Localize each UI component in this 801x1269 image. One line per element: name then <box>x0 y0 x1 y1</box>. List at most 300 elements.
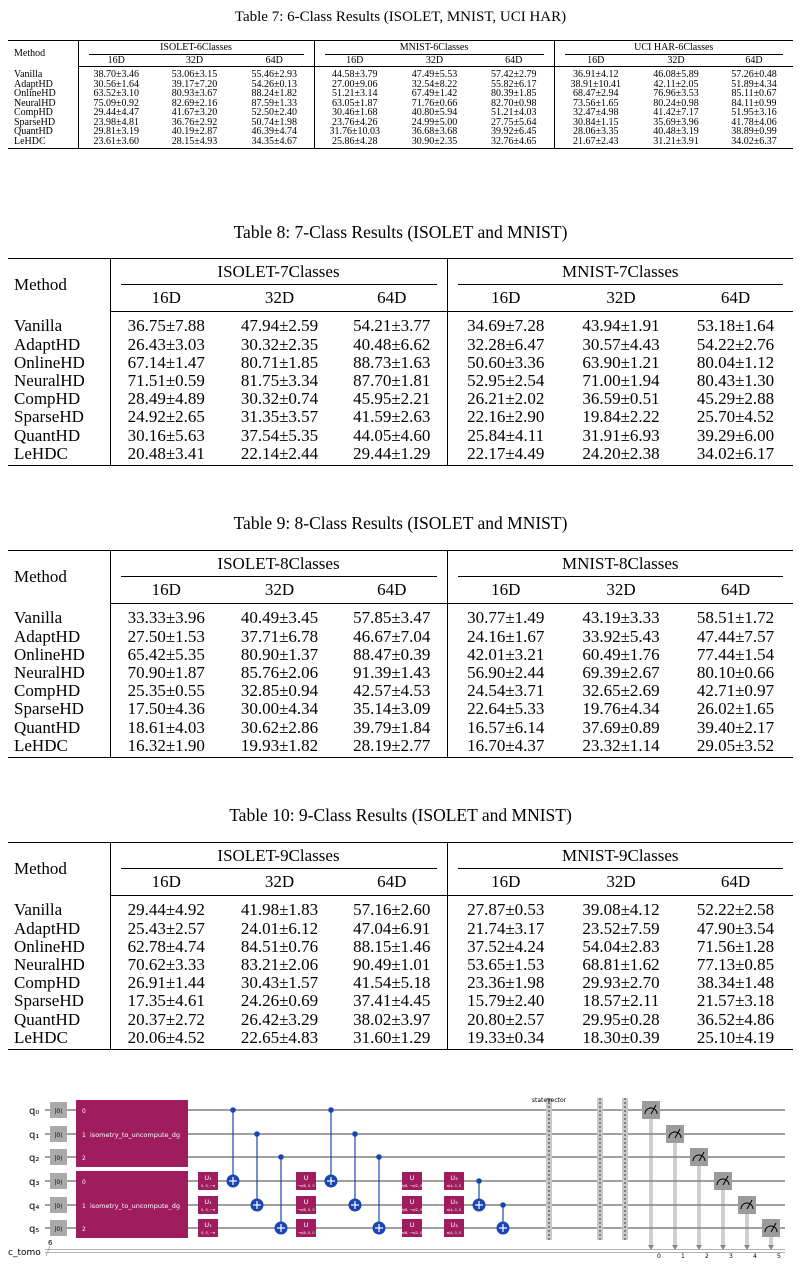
method-name: AdaptHD <box>8 920 110 938</box>
result-cell: 50.74±1.98 <box>235 118 314 128</box>
result-cell: 25.70±4.52 <box>696 407 775 427</box>
result-cell: 77.13±0.85 <box>696 955 775 975</box>
result-cell: 25.10±4.19 <box>678 1029 793 1050</box>
result-cell: 15.79±2.40 <box>467 991 545 1011</box>
measurement-gate <box>642 1101 660 1119</box>
result-cell: 24.20±2.38 <box>564 445 678 466</box>
reset-gate-label: |0⟩ <box>54 1132 63 1139</box>
result-cell: 30.57±4.43 <box>582 334 660 354</box>
result-cell: 40.48±6.62 <box>337 336 447 354</box>
table-row <box>8 390 793 408</box>
column-header: 32D <box>637 55 715 67</box>
table-row <box>8 956 793 974</box>
result-cell: 29.44±4.47 <box>93 107 139 118</box>
result-cell: 21.67±2.43 <box>554 137 637 149</box>
table-8 <box>8 258 793 466</box>
result-cell: 24.26±0.69 <box>240 991 319 1011</box>
column-header: 64D <box>715 55 793 67</box>
table-row <box>8 445 793 466</box>
table-row <box>8 372 793 390</box>
measurement-gate <box>738 1196 756 1214</box>
group-header-label: UCI HAR-6Classes <box>565 43 784 55</box>
result-cell: 28.49±4.89 <box>127 389 205 409</box>
qubit-label: q₄ <box>29 1201 40 1212</box>
result-cell: 26.91±1.44 <box>127 973 205 993</box>
group-header <box>110 551 447 578</box>
barrier-label: statevector <box>531 1097 567 1104</box>
result-cell: 80.04±1.12 <box>696 352 775 372</box>
result-cell: 21.74±3.17 <box>467 918 545 938</box>
result-cell: 88.24±1.82 <box>235 89 314 99</box>
qubit-label: q₂ <box>29 1153 40 1164</box>
result-cell: 63.05±1.87 <box>332 97 378 109</box>
result-cell: 70.90±1.87 <box>127 663 205 683</box>
result-cell: 88.15±1.46 <box>337 938 447 956</box>
result-cell: 71.00±1.94 <box>582 371 660 391</box>
reset-gate-label: |0⟩ <box>54 1108 63 1115</box>
result-cell: 41.42±7.17 <box>653 107 699 118</box>
measurement-gate <box>690 1148 708 1166</box>
table-10-caption: Table 10: 9-Class Results (ISOLET and MNIST) <box>229 805 572 825</box>
cnot-control <box>476 1178 482 1184</box>
u-gate-params: −π/8, 0, 0 <box>297 1231 315 1235</box>
result-cell: 24.01±6.12 <box>240 918 319 938</box>
result-cell: 33.33±3.96 <box>127 608 205 628</box>
result-cell: 20.06±4.52 <box>110 1029 222 1050</box>
column-header: 16D <box>78 55 154 67</box>
u-gate-label: U₁ <box>204 1221 212 1229</box>
u-gate-params: π/4, 0, 0 <box>446 1184 462 1188</box>
result-cell: 41.54±5.18 <box>337 974 447 992</box>
table-row <box>8 137 793 149</box>
result-cell: 73.56±1.65 <box>573 97 619 109</box>
method-name: CompHD <box>8 974 110 992</box>
column-header: 32D <box>222 577 337 604</box>
group-header <box>78 41 314 55</box>
result-cell: 17.35±4.61 <box>127 991 205 1011</box>
method-name: AdaptHD <box>8 336 110 354</box>
measurement-gate <box>762 1219 780 1237</box>
u-gate-label: U <box>409 1221 415 1229</box>
method-name: Vanilla <box>8 604 110 628</box>
table-row <box>8 1011 793 1029</box>
result-cell: 45.29±2.88 <box>696 389 775 409</box>
result-cell: 84.11±0.99 <box>731 97 777 109</box>
result-cell: 31.76±10.03 <box>329 126 380 137</box>
u-gate-label: U <box>303 1198 309 1206</box>
result-cell: 36.59±0.51 <box>582 389 660 409</box>
result-cell: 28.06±3.35 <box>573 126 619 137</box>
result-cell: 37.71±6.78 <box>240 626 319 646</box>
result-cell: 30.90±2.35 <box>395 137 474 149</box>
column-header: 64D <box>337 869 447 896</box>
result-cell: 26.42±3.29 <box>240 1009 319 1029</box>
qubit-label: q₃ <box>29 1177 40 1188</box>
result-cell: 23.36±1.98 <box>467 973 545 993</box>
result-cell: 18.61±4.03 <box>127 717 205 737</box>
group-header-label: ISOLET-8Classes <box>121 555 437 577</box>
group-header <box>110 259 447 286</box>
table-row <box>8 67 793 80</box>
result-cell: 47.44±7.57 <box>696 626 775 646</box>
result-cell: 24.16±1.67 <box>467 626 545 646</box>
result-cell: 80.10±0.66 <box>696 663 775 683</box>
table-row <box>8 719 793 737</box>
result-cell: 20.37±2.72 <box>127 1009 205 1029</box>
result-cell: 25.43±2.57 <box>127 918 205 938</box>
result-cell: 36.75±7.88 <box>127 316 205 336</box>
result-cell: 18.57±2.11 <box>582 991 660 1011</box>
result-cell: 51.89±4.34 <box>731 78 777 90</box>
cnot-control <box>328 1107 334 1113</box>
result-cell: 38.34±1.48 <box>696 973 775 993</box>
method-name: NeuralHD <box>8 372 110 390</box>
result-cell: 30.62±2.86 <box>240 717 319 737</box>
result-cell: 39.79±1.84 <box>337 719 447 737</box>
result-cell: 23.32±1.14 <box>564 737 678 758</box>
result-cell: 30.32±2.35 <box>240 334 319 354</box>
result-cell: 25.84±4.11 <box>467 425 545 445</box>
result-cell: 55.82±6.17 <box>474 80 554 90</box>
measure-index-label: 2 <box>705 1253 709 1260</box>
result-cell: 39.17±7.20 <box>171 78 218 90</box>
result-cell: 31.21±3.91 <box>637 137 715 149</box>
result-cell: 56.90±2.44 <box>467 663 545 683</box>
reset-gate-label: |0⟩ <box>54 1179 63 1186</box>
result-cell: 19.93±1.82 <box>222 737 337 758</box>
result-cell: 31.91±6.93 <box>582 425 660 445</box>
method-name: SparseHD <box>8 700 110 718</box>
group-header <box>447 551 793 578</box>
result-cell: 90.49±1.01 <box>337 956 447 974</box>
result-cell: 29.05±3.52 <box>678 737 793 758</box>
method-header: Method <box>8 843 110 896</box>
result-cell: 51.95±3.16 <box>731 107 777 118</box>
group-header-label: ISOLET-7Classes <box>121 263 437 285</box>
column-header: 32D <box>564 285 678 312</box>
result-cell: 36.68±3.68 <box>411 126 458 137</box>
group-header-label: MNIST-8Classes <box>458 555 784 577</box>
method-name: LeHDC <box>8 137 78 149</box>
result-cell: 88.47±0.39 <box>337 646 447 664</box>
block-index-label: 1 <box>82 1203 86 1210</box>
column-header: 32D <box>222 869 337 896</box>
table-row <box>8 938 793 956</box>
result-cell: 57.26±0.48 <box>731 69 777 80</box>
result-cell: 39.40±2.17 <box>696 717 775 737</box>
table-9 <box>8 550 793 758</box>
table-row <box>8 604 793 628</box>
measure-index-label: 1 <box>681 1253 685 1260</box>
result-cell: 41.98±1.83 <box>240 900 319 920</box>
group-header-label: ISOLET-6Classes <box>89 43 304 55</box>
result-cell: 39.08±4.12 <box>582 900 660 920</box>
method-name: QuantHD <box>8 1011 110 1029</box>
result-cell: 47.04±6.91 <box>337 920 447 938</box>
u-gate-params: 0, 0, −π <box>201 1208 215 1212</box>
result-cell: 53.65±1.53 <box>467 955 545 975</box>
result-cell: 34.02±6.37 <box>715 137 793 149</box>
result-cell: 71.76±0.66 <box>411 97 458 109</box>
u-gate-label: U <box>303 1174 309 1182</box>
column-header: 64D <box>678 577 793 604</box>
u-gate-params: π/8, −π/2, 0 <box>401 1208 423 1212</box>
result-cell: 18.30±0.39 <box>564 1029 678 1050</box>
result-cell: 85.76±2.06 <box>240 663 319 683</box>
result-cell: 91.39±1.43 <box>337 664 447 682</box>
result-cell: 77.44±1.54 <box>696 644 775 664</box>
table-row <box>8 896 793 920</box>
result-cell: 82.69±2.16 <box>171 97 218 109</box>
result-cell: 46.39±4.74 <box>235 127 314 137</box>
result-cell: 23.76±4.26 <box>332 116 378 128</box>
method-name: OnlineHD <box>8 646 110 664</box>
column-header: 16D <box>447 285 564 312</box>
table-row <box>8 628 793 646</box>
result-cell: 41.59±2.63 <box>337 408 447 426</box>
result-cell: 28.15±4.93 <box>154 137 235 149</box>
u-gate-params: −π/8, 0, 0 <box>297 1184 315 1188</box>
result-cell: 26.21±2.02 <box>467 389 545 409</box>
result-cell: 52.22±2.58 <box>696 900 775 920</box>
result-cell: 52.50±2.40 <box>235 108 314 118</box>
result-cell: 27.00±9.06 <box>332 78 378 90</box>
reset-gate-label: |0⟩ <box>54 1203 63 1210</box>
table-row <box>8 354 793 372</box>
method-header: Method <box>8 551 110 604</box>
result-cell: 80.71±1.85 <box>240 352 319 372</box>
result-cell: 54.26±0.13 <box>235 80 314 90</box>
result-cell: 50.60±3.36 <box>467 352 545 372</box>
quantum-circuit-diagram <box>0 1090 801 1269</box>
method-name: CompHD <box>8 108 78 118</box>
result-cell: 40.48±3.19 <box>653 126 699 137</box>
result-cell: 23.52±7.59 <box>582 918 660 938</box>
result-cell: 57.85±3.47 <box>337 604 447 628</box>
result-cell: 32.47±4.98 <box>573 107 619 118</box>
result-cell: 40.80±5.94 <box>411 107 458 118</box>
table-9-caption: Table 9: 8-Class Results (ISOLET and MNIST) <box>233 513 568 533</box>
result-cell: 69.39±2.67 <box>582 663 660 683</box>
measure-index-label: 5 <box>777 1253 781 1260</box>
result-cell: 16.32±1.90 <box>110 737 222 758</box>
result-cell: 23.98±4.81 <box>93 116 139 128</box>
column-header: 16D <box>314 55 395 67</box>
result-cell: 16.70±4.37 <box>447 737 564 758</box>
result-cell: 68.47±2.94 <box>573 88 619 99</box>
result-cell: 84.51±0.76 <box>240 936 319 956</box>
result-cell: 34.02±6.17 <box>678 445 793 466</box>
cnot-control <box>376 1154 382 1160</box>
result-cell: 34.35±4.67 <box>235 137 314 149</box>
result-cell: 31.60±1.29 <box>337 1029 447 1050</box>
measure-index-label: 0 <box>657 1253 661 1260</box>
u-gate-label: U₁ <box>204 1174 212 1182</box>
result-cell: 22.14±2.44 <box>222 445 337 466</box>
group-header-label: MNIST-7Classes <box>458 263 784 285</box>
result-cell: 60.49±1.76 <box>582 644 660 664</box>
cnot-control <box>230 1107 236 1113</box>
cnot-control <box>254 1131 260 1137</box>
result-cell: 20.80±2.57 <box>467 1009 545 1029</box>
method-name: OnlineHD <box>8 354 110 372</box>
result-cell: 54.21±3.77 <box>337 312 447 336</box>
result-cell: 40.49±3.45 <box>240 608 319 628</box>
result-cell: 83.21±2.06 <box>240 955 319 975</box>
result-cell: 39.92±6.45 <box>474 127 554 137</box>
u-gate-label: U <box>409 1174 415 1182</box>
result-cell: 27.75±5.64 <box>474 118 554 128</box>
table-row <box>8 974 793 992</box>
result-cell: 25.86±4.28 <box>314 137 395 149</box>
result-cell: 44.58±3.79 <box>332 69 378 80</box>
result-cell: 38.91±10.41 <box>570 78 621 90</box>
result-cell: 57.16±2.60 <box>337 896 447 920</box>
column-header: 16D <box>110 869 222 896</box>
result-cell: 27.87±0.53 <box>467 900 545 920</box>
column-header: 16D <box>447 577 564 604</box>
result-cell: 65.42±5.35 <box>127 644 205 664</box>
result-cell: 29.95±0.28 <box>582 1009 660 1029</box>
column-header: 64D <box>235 55 314 67</box>
method-name: OnlineHD <box>8 89 78 99</box>
result-cell: 42.01±3.21 <box>467 644 545 664</box>
method-name: LeHDC <box>8 737 110 758</box>
result-cell: 22.16±2.90 <box>467 407 545 427</box>
qubit-label: q₅ <box>29 1224 40 1235</box>
result-cell: 53.18±1.64 <box>696 316 775 336</box>
column-header: 64D <box>474 55 554 67</box>
result-cell: 47.94±2.59 <box>240 316 319 336</box>
block-index-label: 2 <box>82 1226 86 1233</box>
result-cell: 32.85±0.94 <box>240 681 319 701</box>
result-cell: 19.84±2.22 <box>582 407 660 427</box>
measure-index-label: 3 <box>729 1253 733 1260</box>
result-cell: 52.95±2.54 <box>467 371 545 391</box>
result-cell: 30.56±1.64 <box>93 78 139 90</box>
result-cell: 24.99±5.00 <box>411 116 458 128</box>
table-row <box>8 920 793 938</box>
result-cell: 30.00±4.34 <box>240 699 319 719</box>
result-cell: 38.89±0.99 <box>731 126 777 137</box>
table-7 <box>8 40 793 149</box>
column-header: 32D <box>154 55 235 67</box>
group-header <box>314 41 554 55</box>
u-gate-label: U₃ <box>450 1221 458 1229</box>
result-cell: 80.43±1.30 <box>696 371 775 391</box>
column-header: 64D <box>678 285 793 312</box>
u-gate-params: −π/8, 0, 0 <box>297 1208 315 1212</box>
result-cell: 85.11±0.67 <box>731 88 777 99</box>
result-cell: 30.77±1.49 <box>467 608 545 628</box>
result-cell: 21.57±3.18 <box>696 991 775 1011</box>
column-header: 16D <box>110 577 222 604</box>
result-cell: 42.57±4.53 <box>337 682 447 700</box>
result-cell: 44.05±4.60 <box>337 427 447 445</box>
cnot-control <box>500 1202 506 1208</box>
result-cell: 51.21±4.03 <box>474 108 554 118</box>
reset-gate-label: |0⟩ <box>54 1226 63 1233</box>
result-cell: 30.32±0.74 <box>240 389 319 409</box>
table-row <box>8 737 793 758</box>
method-name: NeuralHD <box>8 99 78 109</box>
table-row <box>8 700 793 718</box>
result-cell: 68.81±1.62 <box>582 955 660 975</box>
result-cell: 24.92±2.65 <box>127 407 205 427</box>
column-header: 32D <box>395 55 474 67</box>
column-header: 64D <box>337 285 447 312</box>
u-gate-params: π/4, 0, 0 <box>446 1231 462 1235</box>
result-cell: 54.04±2.83 <box>582 936 660 956</box>
group-header-label: ISOLET-9Classes <box>121 847 437 869</box>
method-name: AdaptHD <box>8 628 110 646</box>
result-cell: 32.65±2.69 <box>582 681 660 701</box>
table-row <box>8 408 793 426</box>
measure-index-label: 4 <box>753 1253 757 1260</box>
result-cell: 30.16±5.63 <box>127 425 205 445</box>
result-cell: 76.96±3.53 <box>653 88 699 99</box>
result-cell: 63.52±3.10 <box>93 88 139 99</box>
table-10 <box>8 842 793 1050</box>
column-header: 64D <box>337 577 447 604</box>
block-index-label: 2 <box>82 1155 86 1162</box>
u-gate-params: 0, 0, −π <box>201 1184 215 1188</box>
result-cell: 87.59±1.33 <box>235 99 314 109</box>
result-cell: 51.21±3.14 <box>332 88 378 99</box>
table-row <box>8 682 793 700</box>
result-cell: 71.56±1.28 <box>696 936 775 956</box>
cnot-control <box>278 1154 284 1160</box>
result-cell: 28.19±2.77 <box>337 737 447 758</box>
isometry-block-label: isometry_to_uncompute_dg <box>90 1131 181 1139</box>
cnot-control <box>352 1131 358 1137</box>
result-cell: 38.02±3.97 <box>337 1011 447 1029</box>
result-cell: 37.54±5.35 <box>240 425 319 445</box>
result-cell: 16.57±6.14 <box>467 717 545 737</box>
column-header: 16D <box>554 55 637 67</box>
table-row <box>8 646 793 664</box>
result-cell: 22.65±4.83 <box>222 1029 337 1050</box>
table-row <box>8 1029 793 1050</box>
result-cell: 67.14±1.47 <box>127 352 205 372</box>
result-cell: 30.84±1.15 <box>573 116 619 128</box>
u-gate-params: π/4, 0, 0 <box>446 1208 462 1212</box>
result-cell: 32.54±8.22 <box>411 78 458 90</box>
u-gate-params: π/8, −π/2, 0 <box>401 1184 423 1188</box>
column-header: 16D <box>447 869 564 896</box>
table-row <box>8 664 793 682</box>
result-cell: 70.62±3.33 <box>127 955 205 975</box>
result-cell: 24.54±3.71 <box>467 681 545 701</box>
result-cell: 47.90±3.54 <box>696 918 775 938</box>
result-cell: 88.73±1.63 <box>337 354 447 372</box>
result-cell: 32.28±6.47 <box>467 334 545 354</box>
column-header: 64D <box>678 869 793 896</box>
method-name: SparseHD <box>8 408 110 426</box>
result-cell: 35.69±3.96 <box>653 116 699 128</box>
group-header-label: MNIST-9Classes <box>458 847 784 869</box>
block-index-label: 0 <box>82 1108 86 1115</box>
column-header: 32D <box>222 285 337 312</box>
result-cell: 20.48±3.41 <box>110 445 222 466</box>
result-cell: 67.49±1.42 <box>411 88 458 99</box>
method-name: Vanilla <box>8 67 78 80</box>
result-cell: 80.93±3.67 <box>171 88 218 99</box>
group-header <box>110 843 447 870</box>
method-header: Method <box>8 259 110 312</box>
result-cell: 62.78±4.74 <box>127 936 205 956</box>
method-name: CompHD <box>8 390 110 408</box>
